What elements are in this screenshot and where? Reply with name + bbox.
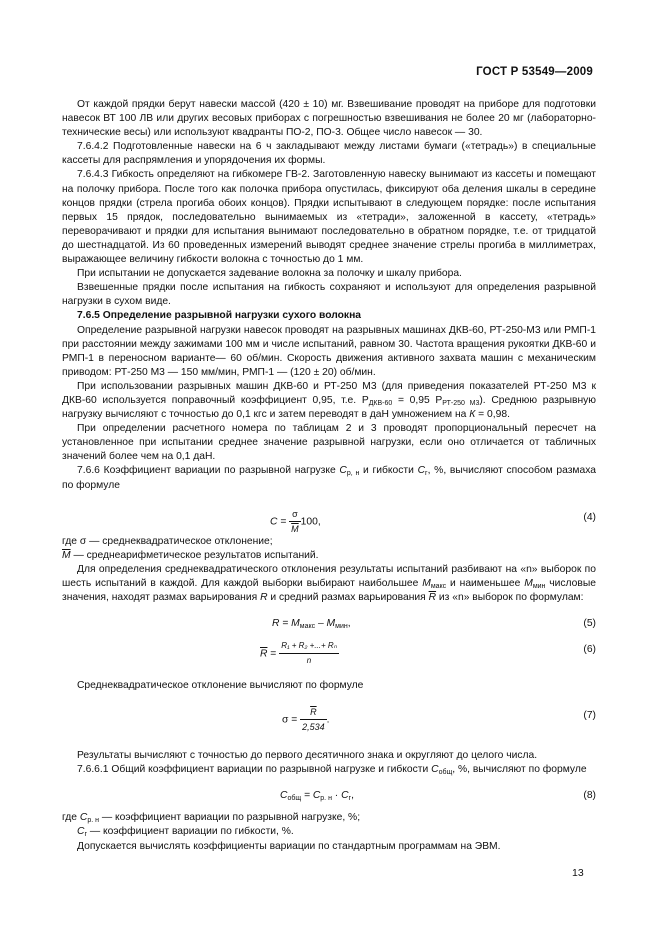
formula-8: $С_{общ} = С_{р. н} \cdot С_г$, (8) xyxy=(280,790,596,803)
paragraph-7-6-4-2: 7.6.4.2 Подготовленные навески на 6 ч закладывают между листами бумаги («тетрадь») в специальные кассеты для распрямления и упорядочения их формы. xyxy=(62,141,596,167)
formula-5: $R = M_{макс} - M_{мин}$, (5) xyxy=(272,618,596,631)
where-clause: где $С_{р. н}$ — коэффициент вариации по разрывной нагрузке, %; xyxy=(62,812,361,825)
formula-7: σ = $\frac{\overline{R}}{2,534}$ . (7) xyxy=(282,707,596,733)
document-body xyxy=(62,98,596,854)
formula-number: (7) xyxy=(583,710,596,722)
formula-number: (6) xyxy=(583,644,596,656)
paragraph: Взвешенные прядки после испытания на гибкость сохраняют и используют для определения разрывной нагрузки в сухом виде. xyxy=(62,282,596,308)
paragraph: Для определения среднеквадратического отклонения результаты испытаний разбивают на «n» выборок по шесть испытаний в каждой. Для каждой выборки выбирают наибольшее $M_{макс}$ и наименьшее $M_{мин}$ числовые значения, находят размах варьирования R и средний размах варьирования $\overline{R}$ из «n» выборок по формулам: xyxy=(62,563,596,603)
paragraph-7-6-4-3: 7.6.4.3 Гибкость определяют на гибкомере ГВ-2. Заготовленную навеску вынимают из кассеты и помещают на полочку прибора. После того как полочка прибора опустилась, фиксируют оба деления шкалы в середине концов прядки (стрела прогиба обоих концов). Прядки испытывают в следующем порядке: после испытания первых 15 прядок, последовательно вынимаемых из «тетради», заложенной в кассету, «тетрадь» переворачивают и прядки для испытания вынимают последовательно в обратном порядке, т.е. от тридцатой до шестнадцатой. Из 60 проведенных измерений выводят среднее значение стрелы прогиба в миллиметрах, выражающее величину гибкости волокна с точностью до 1 мм. xyxy=(62,169,596,266)
formula-number: (4) xyxy=(583,511,596,523)
paragraph: При испытании не допускается задевание волокна за полочку и шкалу прибора. xyxy=(77,268,462,280)
paragraph: От каждой прядки берут навески массой (420 ± 10) мг. Взвешивание проводят на приборе для подготовки навесок ВТ 100 ЛВ или других весовых приборах с погрешностью взвешивания не более 20 мг (лабораторно-технические весы) или используют квадранты ПО-2, ПО-3. Общее число навесок — 30. xyxy=(62,99,596,139)
paragraph-7-6-6: 7.6.6 Коэффициент вариации по разрывной нагрузке $С_{р, н}$ и гибкости $С_г$, %, вычисляют способом размаха по формуле xyxy=(62,465,596,491)
formula-number: (8) xyxy=(583,790,596,802)
paragraph: Результаты вычисляют с точностью до первого десятичного знака и округляют до целого числа. xyxy=(77,750,538,762)
formula-6: $\overline{R}$ = $\frac{\text{R₁ + R₂ +...+ Rₙ}}{n}$ (6) xyxy=(260,641,596,666)
paragraph: Определение разрывной нагрузки навесок проводят на разрывных машинах ДКВ-60, РТ-250-М3 или РМП-1 при расстоянии между зажимами 100 мм и числе испытаний, равном 30. Частота вращения рукоятки ДКВ-60 и РМП-1 в переносном варианте— 60 об/мин. Скорость движения активного захвата машин с механическим приводом: РТ-250 М3 — 150 мм/мин, РМП-1 — (120 ± 20) об/мин. xyxy=(62,324,596,378)
paragraph: При использовании разрывных машин ДКВ-60 и РТ-250 М3 (для приведения показателей РТ-250 М3 к ДКВ-60 используется поправочный коэффициент 0,95, т.е. $Р_{ДКВ-60} = 0,95$ $Р_{РТ-250 М3}$). Среднюю разрывную нагрузку вычисляют с точностью до 0,1 кгс и затем переводят в даН умножением на К = 0,98. xyxy=(62,380,597,421)
document-header: ГОСТ Р 53549—2009 xyxy=(476,66,593,78)
section-heading-7-6-5: 7.6.5 Определение разрывной нагрузки сухого волокна xyxy=(77,310,362,322)
paragraph: Среднеквадратическое отклонение вычисляют по формуле xyxy=(77,680,364,692)
paragraph-7-6-6-1: 7.6.6.1 Общий коэффициент вариации по разрывной нагрузке и гибкости $С_{общ}$, %, вычисляют по формуле xyxy=(77,764,587,777)
formula-4: C = $\frac{\sigma}{M}$ 100, (4) xyxy=(270,508,596,534)
where-clause: $С_г$ — коэффициент вариации по гибкости, %. xyxy=(77,826,294,839)
where-clause: где σ — среднеквадратическое отклонение; xyxy=(62,535,273,547)
formula-number: (5) xyxy=(583,618,596,630)
where-clause: $\overline{M}$ — среднеарифметическое результатов испытаний. xyxy=(62,549,319,561)
paragraph: Допускается вычислять коэффициенты вариации по стандартным программам на ЭВМ. xyxy=(77,840,501,852)
page-number: 13 xyxy=(572,867,584,879)
paragraph: При определении расчетного номера по таблицам 2 и 3 проводят пропорциональный пересчет на установленное при испытании среднее значение разрывной нагрузки, если оно отличается от табличных значений более чем на 0,1 даН. xyxy=(62,423,596,463)
